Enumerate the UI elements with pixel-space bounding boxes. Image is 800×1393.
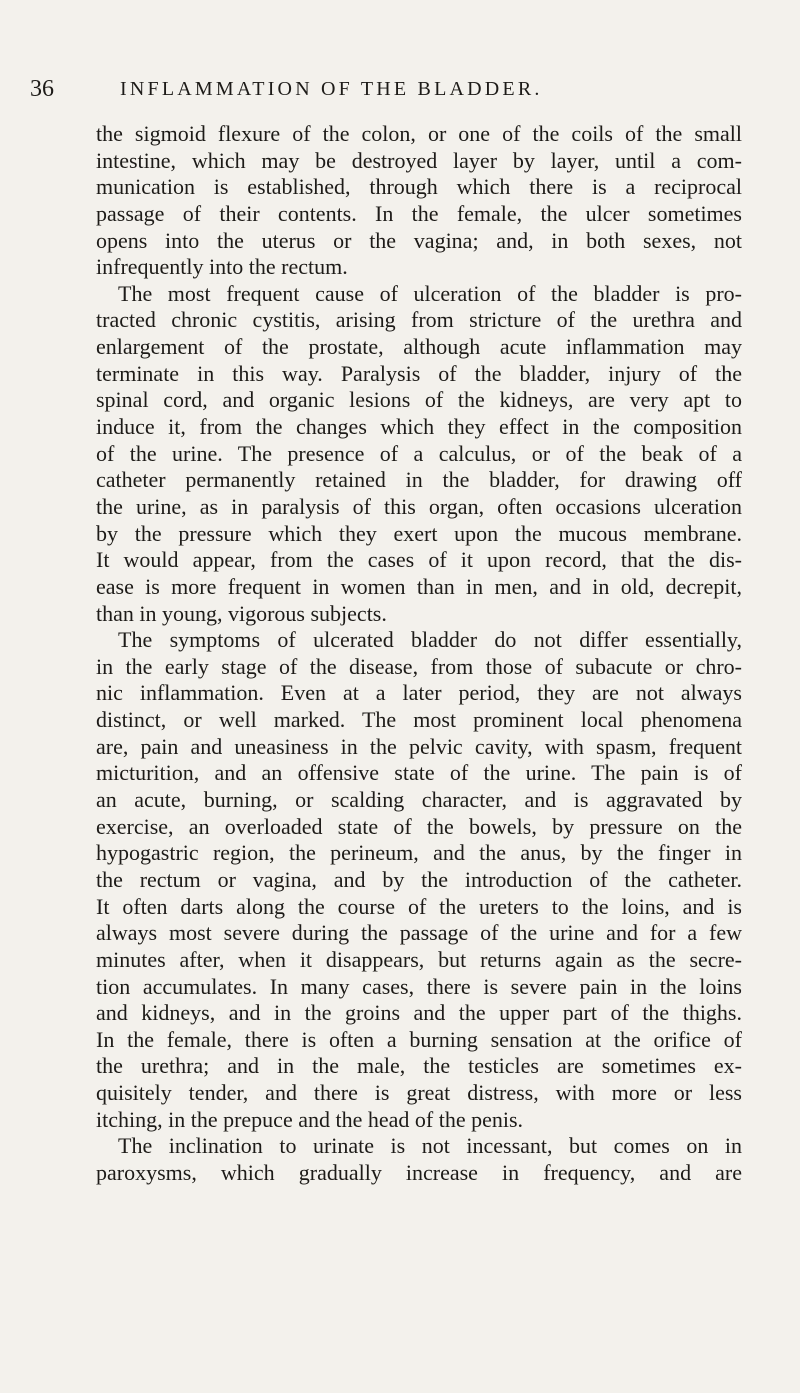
text-line: quisitely tender, and there is great distress, with more or less: [96, 1080, 742, 1106]
text-line: minutes after, when it disappears, but returns again as the secre-: [96, 946, 742, 972]
text-line: micturition, and an offensive state of the urine. The pain is of: [96, 760, 742, 786]
text-line: The inclination to urinate is not incessant, but comes on in: [118, 1133, 742, 1159]
text-line: It often darts along the course of the ureters to the loins, and is: [96, 893, 742, 919]
text-line: The most frequent cause of ulceration of the bladder is pro-: [118, 280, 742, 306]
body-text: [96, 121, 742, 1187]
text-line: are, pain and uneasiness in the pelvic cavity, with spasm, frequent: [96, 733, 742, 759]
text-line: exercise, an overloaded state of the bowels, by pressure on the: [96, 813, 742, 839]
text-line: tion accumulates. In many cases, there is severe pain in the loins: [96, 973, 742, 999]
text-line: infrequently into the rectum.: [96, 254, 348, 280]
text-line: ease is more frequent in women than in men, and in old, decrepit,: [96, 573, 742, 599]
text-line: hypogastric region, the perineum, and the anus, by the finger in: [96, 840, 742, 866]
text-line: In the female, there is often a burning sensation at the orifice of: [96, 1026, 742, 1052]
text-line: the urethra; and in the male, the testicles are sometimes ex-: [96, 1053, 742, 1079]
text-line: catheter permanently retained in the bladder, for drawing off: [96, 467, 742, 493]
text-line: The symptoms of ulcerated bladder do not differ essentially,: [118, 627, 742, 653]
running-head: [30, 74, 770, 104]
text-line: the urine, as in paralysis of this organ, often occasions ulceration: [96, 493, 742, 519]
text-line: passage of their contents. In the female, the ulcer sometimes: [96, 200, 742, 226]
text-line: by the pressure which they exert upon the mucous membrane.: [96, 520, 742, 546]
text-line: nic inflammation. Even at a later period, they are not always: [96, 680, 742, 706]
text-line: always most severe during the passage of the urine and for a few: [96, 920, 742, 946]
text-line: the rectum or vagina, and by the introduction of the catheter.: [96, 866, 742, 892]
text-line: an acute, burning, or scalding character, and is aggravated by: [96, 787, 742, 813]
text-line: the sigmoid flexure of the colon, or one of the coils of the small: [96, 121, 742, 146]
text-line: induce it, from the changes which they effect in the composition: [96, 414, 742, 440]
text-line: terminate in this way. Paralysis of the bladder, injury of the: [96, 360, 742, 386]
running-title: INFLAMMATION OF THE BLADDER.: [120, 78, 543, 100]
text-line: tracted chronic cystitis, arising from stricture of the urethra and: [96, 307, 742, 333]
text-line: intestine, which may be destroyed layer by layer, until a com-: [96, 147, 742, 173]
text-line: of the urine. The presence of a calculus, or of the beak of a: [96, 440, 742, 466]
text-line: than in young, vigorous subjects.: [96, 600, 387, 626]
text-line: opens into the uterus or the vagina; and, in both sexes, not: [96, 227, 742, 253]
text-line: in the early stage of the disease, from those of subacute or chro-: [96, 653, 742, 679]
text-line: spinal cord, and organic lesions of the kidneys, are very apt to: [96, 387, 742, 413]
text-line: enlargement of the prostate, although acute inflammation may: [96, 334, 742, 360]
text-line: munication is established, through which there is a reciprocal: [96, 174, 742, 200]
text-line: itching, in the prepuce and the head of the penis.: [96, 1106, 524, 1132]
text-line: and kidneys, and in the groins and the upper part of the thighs.: [96, 1000, 742, 1026]
text-line: paroxysms, which gradually increase in frequency, and are: [96, 1159, 742, 1185]
page-number: 36: [30, 76, 54, 102]
text-line: distinct, or well marked. The most prominent local phenomena: [96, 707, 742, 733]
text-line: It would appear, from the cases of it upon record, that the dis-: [96, 547, 742, 573]
